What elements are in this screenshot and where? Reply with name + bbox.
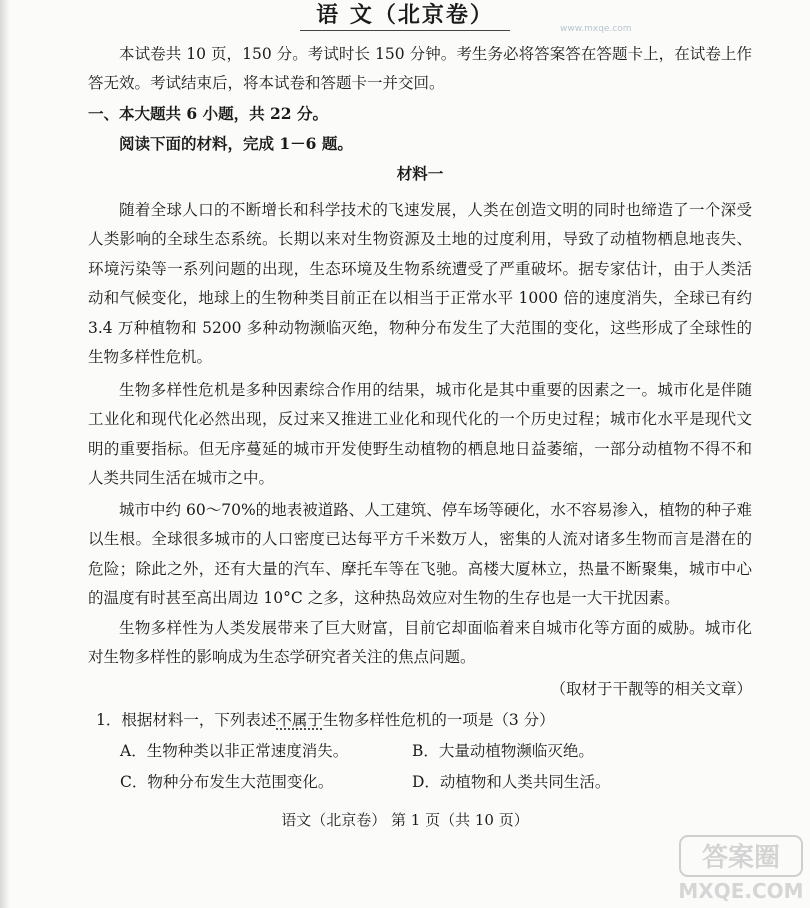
material-title: 材料一 (396, 164, 444, 183)
section-heading: 一、本大题共 6 小题，共 22 分。 (88, 104, 328, 123)
paragraph-2: 生物多样性危机是多种因素综合作用的结果，城市化是其中重要的因素之一。城市化是伴随工业化和现代化必然出现，反过来又推进工业化和现代化的一个历史过程；城市化水平是现代文明的重要指标。但无序蔓延的城市开发使野生动植物的栖息地日益萎缩，一部分动植物不得不和人类共同生活在城市之中。 (88, 381, 752, 488)
paragraph-4: 生物多样性为人类发展带来了巨大财富，目前它却面临着来自城市化等方面的威胁。城市化对生物多样性的影响成为生态学研究者关注的焦点问题。 (88, 619, 752, 667)
option-a: A．生物种类以非正常速度消失。 (120, 742, 349, 760)
question-prefix: 1．根据材料一，下列表述 (96, 711, 277, 729)
stamp-text-line1: 答案圈 (701, 843, 781, 873)
scan-edge-shadow (0, 0, 10, 908)
question-1 (96, 706, 760, 735)
option-b: B．大量动植物濒临灭绝。 (412, 742, 594, 760)
title-underline (300, 30, 510, 31)
option-d: D．动植物和人类共同生活。 (412, 773, 611, 791)
paragraph-1: 随着全球人口的不断增长和科学技术的飞速发展，人类在创造文明的同时也缔造了一个深受人类影响的全球生态系统。长期以来对生物资源及土地的过度利用，导致了动植物栖息地丧失、环境污染等一系列问题的出现，生态环境及生物系统遭受了严重破坏。据专家估计，由于人类活动和气候变化，地球上的生物种类目前正在以相当于正常水平 1000 倍的速度消失，全球已有约 3.4 万种植物和 5200 多种动物濒临灭绝，物种分布发生了大范围的变化，这些形成了全球性的生物多样性危机。 (88, 201, 752, 367)
stamp-text-line2: MXQE.COM (678, 879, 804, 903)
watermark-stamp-logo (676, 832, 806, 904)
option-c: C．物种分布发生大范围变化。 (120, 773, 334, 791)
reading-prompt: 阅读下面的材料，完成 1－6 题。 (119, 134, 353, 153)
top-watermark: www.mxqe.com (560, 24, 632, 34)
page-footer: 语文（北京卷） 第 1 页（共 10 页） (281, 811, 529, 829)
source-citation: （取材于干靓等的相关文章） (550, 680, 752, 698)
question-emphasis: 不属于 (276, 711, 323, 729)
exam-instructions: 本试卷共 10 页，150 分。考试时长 150 分钟。考生务必将答案答在答题卡上，在试卷上作答无效。考试结束后，将本试卷和答题卡一并交回。 (88, 45, 752, 93)
paragraph-3: 城市中约 60～70%的地表被道路、人工建筑、停车场等硬化，水不容易渗入，植物的种子难以生根。全球很多城市的人口密度已达每平方千米数万人，密集的人流对诸多生物而言是潜在的危险；除此之外，还有大量的汽车、摩托车等在飞驰。高楼大厦林立，热量不断聚集，城市中心的温度有时甚至高出周边 10°C 之多，这种热岛效应对生物的生存也是一大干扰因素。 (88, 501, 752, 608)
question-suffix: 生物多样性危机的一项是（3 分） (322, 711, 555, 729)
page-title: 语 文（北京卷） (316, 2, 494, 28)
